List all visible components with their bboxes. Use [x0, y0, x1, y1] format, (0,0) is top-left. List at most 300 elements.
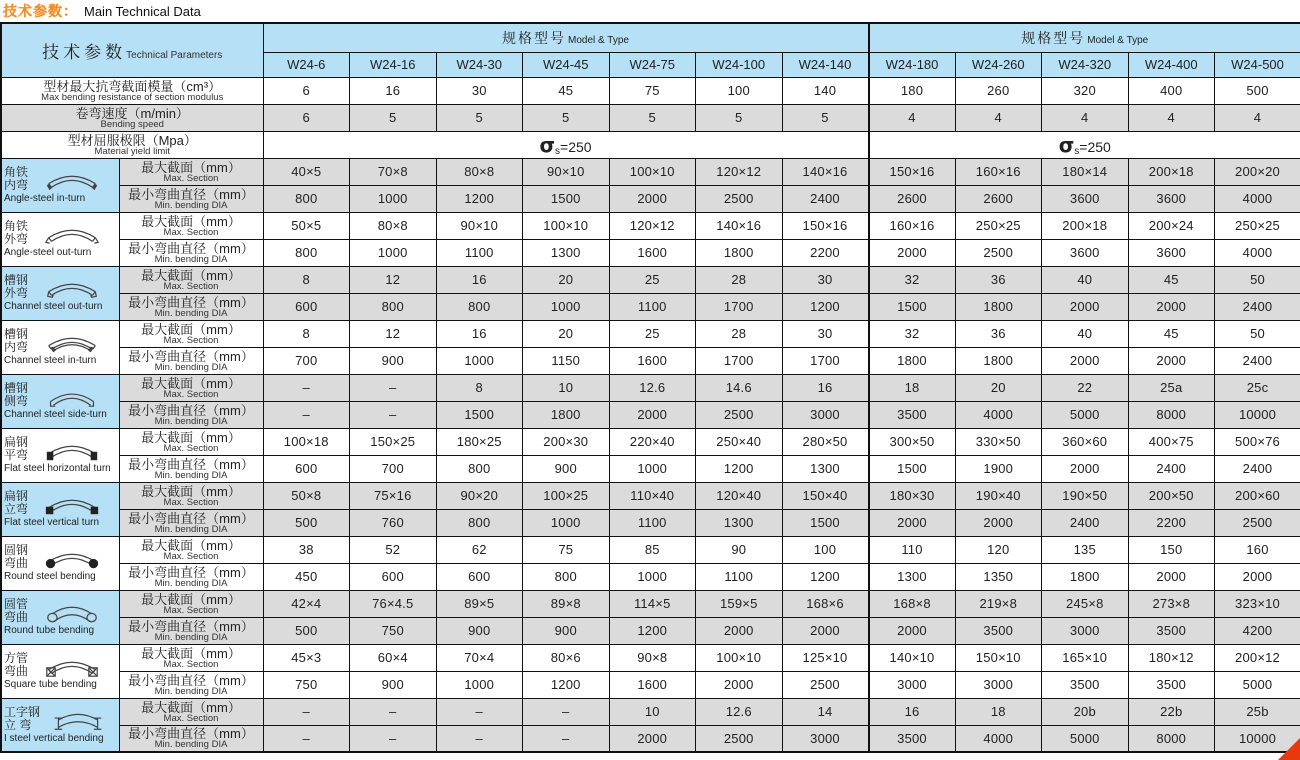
model-header-w24-140: W24-140 — [782, 52, 869, 77]
value-cell: 200×60 — [1215, 482, 1300, 509]
min-dia-label: 最小弯曲直径（mm） Min. bending DIA — [119, 725, 263, 752]
value-cell: 180×14 — [1042, 158, 1129, 185]
value-cell: 800 — [436, 293, 523, 320]
value-cell: 75 — [609, 77, 696, 104]
max-section-label: 最大截面（mm） Max. Section — [119, 590, 263, 617]
yield-value-right: $\sigma_s=250$ — [869, 131, 1300, 158]
value-cell: 3600 — [1042, 239, 1129, 266]
value-cell: 40 — [1042, 266, 1129, 293]
value-cell: 4000 — [1215, 185, 1300, 212]
value-cell: 90×10 — [523, 158, 610, 185]
min-dia-label: 最小弯曲直径（mm） Min. bending DIA — [119, 239, 263, 266]
value-cell: 1200 — [609, 617, 696, 644]
value-cell: 500 — [263, 617, 350, 644]
value-cell: 1000 — [350, 239, 437, 266]
min-dia-label: 最小弯曲直径（mm） Min. bending DIA — [119, 671, 263, 698]
value-cell: 1800 — [955, 347, 1042, 374]
value-cell: 25b — [1215, 698, 1300, 725]
group-en: Channel steel out-turn — [4, 301, 103, 312]
value-cell: 2000 — [1215, 563, 1300, 590]
value-cell: 90×8 — [609, 644, 696, 671]
value-cell: 3500 — [869, 725, 956, 752]
value-cell: 200×20 — [1215, 158, 1300, 185]
value-cell: 28 — [696, 320, 783, 347]
value-cell: 760 — [350, 509, 437, 536]
model-header-w24-45: W24-45 — [523, 52, 610, 77]
value-cell: 16 — [869, 698, 956, 725]
value-cell: 100×10 — [609, 158, 696, 185]
value-cell: 140×16 — [696, 212, 783, 239]
value-cell: 1200 — [436, 185, 523, 212]
group-zh: 工字钢 立 弯 — [4, 704, 41, 732]
angle-steel-out-turn-icon — [28, 219, 116, 247]
group-label-flat-steel-horizontal-turn — [1, 428, 119, 482]
value-cell: 50×8 — [263, 482, 350, 509]
value-cell: 60×4 — [350, 644, 437, 671]
value-cell: 36 — [955, 266, 1042, 293]
value-cell: – — [436, 698, 523, 725]
group-zh: 槽钢 侧弯 — [4, 381, 29, 408]
value-cell: 90×20 — [436, 482, 523, 509]
value-cell: 2000 — [782, 617, 869, 644]
value-cell: 16 — [350, 77, 437, 104]
value-cell: 8000 — [1128, 401, 1215, 428]
value-cell: 200×50 — [1128, 482, 1215, 509]
value-cell: 140×16 — [782, 158, 869, 185]
value-cell: 75 — [523, 536, 610, 563]
value-cell: 50 — [1215, 320, 1300, 347]
value-cell: 1500 — [523, 185, 610, 212]
value-cell: 2400 — [782, 185, 869, 212]
value-cell: 135 — [1042, 536, 1129, 563]
group-label-round-steel-bending — [1, 536, 119, 590]
value-cell: 2200 — [782, 239, 869, 266]
value-cell: 180×30 — [869, 482, 956, 509]
value-cell: 120×12 — [609, 212, 696, 239]
max-section-label: 最大截面（mm） Max. Section — [119, 482, 263, 509]
value-cell: 168×8 — [869, 590, 956, 617]
channel-steel-in-turn-icon — [28, 327, 116, 355]
model-header-w24-30: W24-30 — [436, 52, 523, 77]
value-cell: 900 — [350, 671, 437, 698]
value-cell: 2000 — [696, 617, 783, 644]
value-cell: 700 — [263, 347, 350, 374]
value-cell: 800 — [263, 239, 350, 266]
value-cell: 2000 — [1128, 347, 1215, 374]
value-cell: 2400 — [1128, 455, 1215, 482]
value-cell: 1300 — [696, 509, 783, 536]
model-header-w24-16: W24-16 — [350, 52, 437, 77]
value-cell: 165×10 — [1042, 644, 1129, 671]
value-cell: 1150 — [523, 347, 610, 374]
value-cell: 120 — [955, 536, 1042, 563]
model-header-w24-320: W24-320 — [1042, 52, 1129, 77]
value-cell: 8 — [263, 320, 350, 347]
corner-accent-triangle — [1278, 738, 1300, 760]
value-cell: 330×50 — [955, 428, 1042, 455]
value-cell: 1350 — [955, 563, 1042, 590]
group-en: Channel steel in-turn — [4, 355, 97, 366]
value-cell: 14 — [782, 698, 869, 725]
group-label-i-steel-vertical-bending — [1, 698, 119, 752]
value-cell: – — [263, 725, 350, 752]
value-cell: 110 — [869, 536, 956, 563]
value-cell: 25c — [1215, 374, 1300, 401]
group-en: Flat steel vertical turn — [4, 517, 100, 528]
model-header-w24-75: W24-75 — [609, 52, 696, 77]
value-cell: 1100 — [609, 509, 696, 536]
value-cell: 168×6 — [782, 590, 869, 617]
value-cell: 2000 — [1128, 293, 1215, 320]
value-cell: 750 — [263, 671, 350, 698]
group-zh: 扁钢 立弯 — [4, 489, 29, 516]
value-cell: 3600 — [1042, 185, 1129, 212]
value-cell: 1200 — [782, 563, 869, 590]
group-label-flat-steel-vertical-turn — [1, 482, 119, 536]
value-cell: 1800 — [869, 347, 956, 374]
flat-steel-vertical-turn-icon — [28, 489, 116, 517]
value-cell: – — [263, 401, 350, 428]
value-cell: 45 — [1128, 320, 1215, 347]
value-cell: 700 — [350, 455, 437, 482]
value-cell: – — [263, 374, 350, 401]
value-cell: 1700 — [696, 293, 783, 320]
value-cell: 150×16 — [869, 158, 956, 185]
value-cell: 800 — [523, 563, 610, 590]
value-cell: 800 — [350, 293, 437, 320]
value-cell: 2000 — [1042, 293, 1129, 320]
group-zh: 角铁 内弯 — [4, 165, 29, 192]
value-cell: – — [263, 698, 350, 725]
value-cell: 2200 — [1128, 509, 1215, 536]
value-cell: 50×5 — [263, 212, 350, 239]
value-cell: 100×25 — [523, 482, 610, 509]
round-tube-bending-icon — [28, 597, 116, 625]
value-cell: 190×40 — [955, 482, 1042, 509]
value-cell: 70×8 — [350, 158, 437, 185]
value-cell: 600 — [436, 563, 523, 590]
value-cell: 3500 — [955, 617, 1042, 644]
value-cell: 89×5 — [436, 590, 523, 617]
model-header-w24-400: W24-400 — [1128, 52, 1215, 77]
value-cell: 1100 — [696, 563, 783, 590]
round-steel-bending-icon — [28, 543, 116, 571]
value-cell: 1500 — [436, 401, 523, 428]
value-cell: 100×18 — [263, 428, 350, 455]
value-cell: 85 — [609, 536, 696, 563]
value-cell: 120×12 — [696, 158, 783, 185]
value-cell: 1800 — [955, 293, 1042, 320]
value-cell: 150×16 — [782, 212, 869, 239]
group-zh: 圆管 弯曲 — [4, 597, 29, 624]
value-cell: 320 — [1042, 77, 1129, 104]
value-cell: 2000 — [1042, 455, 1129, 482]
value-cell: 1800 — [696, 239, 783, 266]
value-cell: 250×40 — [696, 428, 783, 455]
value-cell: 76×4.5 — [350, 590, 437, 617]
value-cell: 6 — [263, 104, 350, 131]
value-cell: – — [350, 725, 437, 752]
value-cell: 2000 — [955, 509, 1042, 536]
value-cell: 4 — [1215, 104, 1300, 131]
value-cell: – — [350, 698, 437, 725]
value-cell: 1600 — [609, 239, 696, 266]
page-title-en: Main Technical Data — [84, 3, 201, 19]
value-cell: 1700 — [696, 347, 783, 374]
value-cell: 25 — [609, 266, 696, 293]
value-cell: 3000 — [955, 671, 1042, 698]
value-cell: 500×76 — [1215, 428, 1300, 455]
value-cell: 2000 — [869, 617, 956, 644]
value-cell: 10000 — [1215, 401, 1300, 428]
value-cell: 75×16 — [350, 482, 437, 509]
value-cell: 5 — [350, 104, 437, 131]
max-section-label: 最大截面（mm） Max. Section — [119, 428, 263, 455]
value-cell: 2400 — [1215, 455, 1300, 482]
value-cell: 1600 — [609, 347, 696, 374]
value-cell: 1700 — [782, 347, 869, 374]
value-cell: 45 — [523, 77, 610, 104]
value-cell: 4 — [1042, 104, 1129, 131]
max-section-label: 最大截面（mm） Max. Section — [119, 212, 263, 239]
value-cell: 750 — [350, 617, 437, 644]
group-en: Round steel bending — [4, 571, 96, 582]
value-cell: 800 — [436, 509, 523, 536]
value-cell: 450 — [263, 563, 350, 590]
corner-header-en: Technical Parameters — [126, 49, 223, 61]
group-en: Square tube bending — [4, 679, 97, 690]
value-cell: 30 — [436, 77, 523, 104]
value-cell: 1500 — [869, 455, 956, 482]
value-cell: – — [350, 374, 437, 401]
group-zh: 槽钢 外弯 — [4, 273, 29, 300]
value-cell: 28 — [696, 266, 783, 293]
group-label-angle-steel-out-turn — [1, 212, 119, 266]
min-dia-label: 最小弯曲直径（mm） Min. bending DIA — [119, 563, 263, 590]
value-cell: 12 — [350, 320, 437, 347]
value-cell: 3500 — [1128, 671, 1215, 698]
min-dia-label: 最小弯曲直径（mm） Min. bending DIA — [119, 509, 263, 536]
group-en: Channel steel side-turn — [4, 409, 107, 420]
value-cell: 800 — [436, 455, 523, 482]
value-cell: 45×3 — [263, 644, 350, 671]
group-en: Round tube bending — [4, 625, 95, 636]
value-cell: 3500 — [1042, 671, 1129, 698]
value-cell: 140×10 — [869, 644, 956, 671]
value-cell: 3600 — [1128, 185, 1215, 212]
value-cell: 1200 — [696, 455, 783, 482]
value-cell: 159×5 — [696, 590, 783, 617]
value-cell: 100×10 — [696, 644, 783, 671]
group-en: Angle-steel in-turn — [4, 193, 86, 204]
value-cell: 600 — [350, 563, 437, 590]
technical-data-table — [0, 22, 1300, 753]
max-section-label: 最大截面（mm） Max. Section — [119, 644, 263, 671]
model-header-w24-500: W24-500 — [1215, 52, 1300, 77]
value-cell: 14.6 — [696, 374, 783, 401]
value-cell: 500 — [1215, 77, 1300, 104]
group-zh: 扁钢 平弯 — [4, 435, 29, 462]
value-cell: 100×10 — [523, 212, 610, 239]
value-cell: 10 — [609, 698, 696, 725]
corner-header-zh: 技术参数 — [42, 42, 127, 62]
group-label-channel-steel-out-turn — [1, 266, 119, 320]
value-cell: 2500 — [782, 671, 869, 698]
value-cell: 900 — [350, 347, 437, 374]
value-cell: 20 — [523, 320, 610, 347]
value-cell: 600 — [263, 293, 350, 320]
value-cell: 2000 — [1128, 563, 1215, 590]
group-en: Angle-steel out-turn — [4, 247, 92, 258]
min-dia-label: 最小弯曲直径（mm） Min. bending DIA — [119, 401, 263, 428]
value-cell: 89×8 — [523, 590, 610, 617]
value-cell: 3600 — [1128, 239, 1215, 266]
value-cell: 1300 — [869, 563, 956, 590]
value-cell: 200×24 — [1128, 212, 1215, 239]
value-cell: 10000 — [1215, 725, 1300, 752]
value-cell: 219×8 — [955, 590, 1042, 617]
value-cell: 120×40 — [696, 482, 783, 509]
channel-steel-out-turn-icon — [28, 273, 116, 301]
value-cell: 5 — [782, 104, 869, 131]
min-dia-label: 最小弯曲直径（mm） Min. bending DIA — [119, 347, 263, 374]
value-cell: 1900 — [955, 455, 1042, 482]
value-cell: – — [436, 725, 523, 752]
value-cell: 273×8 — [1128, 590, 1215, 617]
value-cell: 4000 — [1215, 239, 1300, 266]
max-section-label: 最大截面（mm） Max. Section — [119, 266, 263, 293]
value-cell: 16 — [436, 266, 523, 293]
value-cell: 160×16 — [869, 212, 956, 239]
value-cell: 300×50 — [869, 428, 956, 455]
param-row-label: 卷弯速度（m/min） Bending speed — [1, 104, 263, 131]
flat-steel-horizontal-turn-icon — [28, 435, 116, 463]
model-header-w24-260: W24-260 — [955, 52, 1042, 77]
value-cell: 150 — [1128, 536, 1215, 563]
value-cell: 4 — [1128, 104, 1215, 131]
value-cell: 200×12 — [1215, 644, 1300, 671]
value-cell: 110×40 — [609, 482, 696, 509]
value-cell: 12 — [350, 266, 437, 293]
value-cell: 1100 — [609, 293, 696, 320]
value-cell: 50 — [1215, 266, 1300, 293]
value-cell: 190×50 — [1042, 482, 1129, 509]
value-cell: 900 — [436, 617, 523, 644]
value-cell: 25 — [609, 320, 696, 347]
model-header-w24-6: W24-6 — [263, 52, 350, 77]
value-cell: 2500 — [696, 725, 783, 752]
value-cell: 8 — [263, 266, 350, 293]
value-cell: 150×25 — [350, 428, 437, 455]
value-cell: 3000 — [869, 671, 956, 698]
value-cell: 10 — [523, 374, 610, 401]
value-cell: 8000 — [1128, 725, 1215, 752]
value-cell: 260 — [955, 77, 1042, 104]
param-row-label: 型材最大抗弯截面模量（cm³） Max bending resistance of section modulus — [1, 77, 263, 104]
value-cell: 2500 — [955, 239, 1042, 266]
value-cell: 20 — [955, 374, 1042, 401]
value-cell: 3500 — [869, 401, 956, 428]
group-en: Flat steel horizontal turn — [4, 463, 111, 474]
value-cell: 3500 — [1128, 617, 1215, 644]
group-zh: 圆钢 弯曲 — [4, 543, 29, 570]
page-title — [0, 0, 1300, 22]
value-cell: 2500 — [696, 185, 783, 212]
max-section-label: 最大截面（mm） Max. Section — [119, 320, 263, 347]
model-header-w24-100: W24-100 — [696, 52, 783, 77]
value-cell: 36 — [955, 320, 1042, 347]
value-cell: 2600 — [869, 185, 956, 212]
value-cell: 1600 — [609, 671, 696, 698]
value-cell: 100 — [782, 536, 869, 563]
model-header-w24-180: W24-180 — [869, 52, 956, 77]
value-cell: 2000 — [869, 509, 956, 536]
value-cell: 1500 — [869, 293, 956, 320]
value-cell: 40 — [1042, 320, 1129, 347]
value-cell: 70×4 — [436, 644, 523, 671]
value-cell: 80×6 — [523, 644, 610, 671]
value-cell: 2000 — [609, 725, 696, 752]
group-label-angle-steel-in-turn — [1, 158, 119, 212]
value-cell: 2500 — [1215, 509, 1300, 536]
value-cell: 150×10 — [955, 644, 1042, 671]
value-cell: 1000 — [609, 455, 696, 482]
group-label-square-tube-bending — [1, 644, 119, 698]
value-cell: 1200 — [523, 671, 610, 698]
value-cell: 400 — [1128, 77, 1215, 104]
group-label-channel-steel-side-turn — [1, 374, 119, 428]
value-cell: 1800 — [523, 401, 610, 428]
value-cell: 5 — [696, 104, 783, 131]
group-label-round-tube-bending — [1, 590, 119, 644]
group-zh: 角铁 外弯 — [4, 219, 29, 246]
value-cell: 18 — [955, 698, 1042, 725]
value-cell: 2600 — [955, 185, 1042, 212]
value-cell: 150×40 — [782, 482, 869, 509]
yield-value-left: $\sigma_s=250$ — [263, 131, 869, 158]
model-type-header: 规格型号 Model & Type — [263, 23, 869, 52]
value-cell: 90 — [696, 536, 783, 563]
value-cell: 160×16 — [955, 158, 1042, 185]
value-cell: 1000 — [609, 563, 696, 590]
value-cell: – — [350, 401, 437, 428]
value-cell: 1300 — [523, 239, 610, 266]
value-cell: 4 — [955, 104, 1042, 131]
value-cell: 32 — [869, 320, 956, 347]
value-cell: 38 — [263, 536, 350, 563]
corner-header — [1, 23, 263, 77]
value-cell: 4 — [869, 104, 956, 131]
max-section-label: 最大截面（mm） Max. Section — [119, 698, 263, 725]
value-cell: 2500 — [696, 401, 783, 428]
value-cell: 180 — [869, 77, 956, 104]
value-cell: 45 — [1128, 266, 1215, 293]
value-cell: 3000 — [1042, 617, 1129, 644]
group-label-channel-steel-in-turn — [1, 320, 119, 374]
value-cell: 245×8 — [1042, 590, 1129, 617]
value-cell: 323×10 — [1215, 590, 1300, 617]
value-cell: 22b — [1128, 698, 1215, 725]
max-section-label: 最大截面（mm） Max. Section — [119, 536, 263, 563]
value-cell: 114×5 — [609, 590, 696, 617]
min-dia-label: 最小弯曲直径（mm） Min. bending DIA — [119, 185, 263, 212]
i-steel-vertical-bending-icon — [40, 705, 116, 733]
value-cell: 125×10 — [782, 644, 869, 671]
value-cell: 1200 — [782, 293, 869, 320]
value-cell: 360×60 — [1042, 428, 1129, 455]
value-cell: 12.6 — [609, 374, 696, 401]
value-cell: 30 — [782, 266, 869, 293]
